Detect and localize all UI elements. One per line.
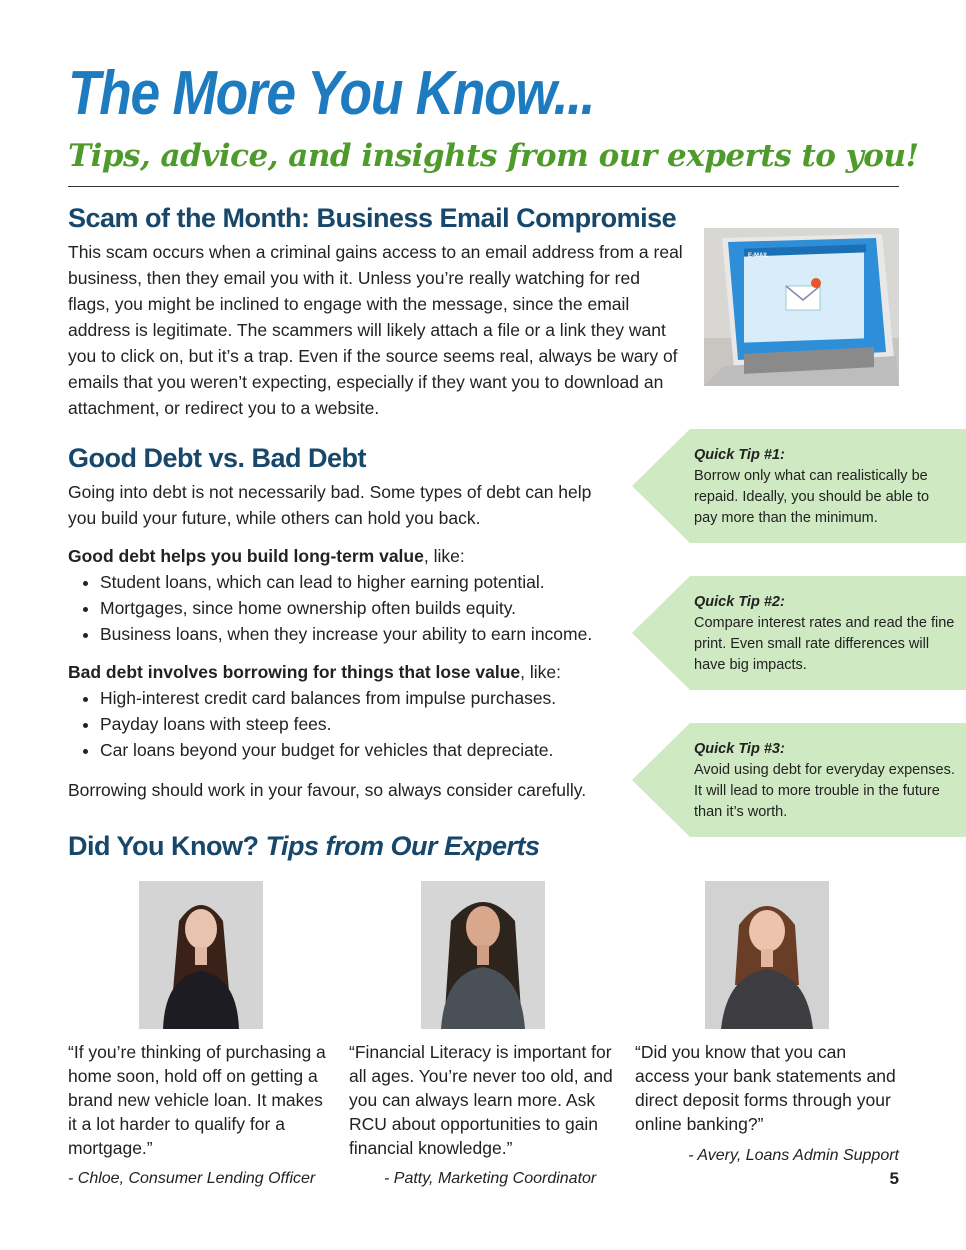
list-item: • Mortgages, since home ownership often builds equity. (100, 595, 628, 621)
scam-body (68, 239, 686, 421)
list-item: • Business loans, when they increase your ability to earn income. (100, 621, 628, 647)
scam-text: This scam occurs when a criminal gains access to an email address from a real business, then they email you with it. Unless you’re really watching for red flags, you might be inclined to engage with the message, since the email address is legitimate. The scammers will likely attach a file or a link they want you to click on, but it’s a trap. Even if the source seems real, always be wary of emails that you weren’t expecting, especially if they want you to download an attachment, or redirect you to a website. (68, 242, 683, 418)
quick-tip-text: Borrow only what can realistically be repaid. Ideally, you should be able to pay more than the minimum. (694, 468, 930, 526)
expert-photo-chloe (139, 881, 263, 1029)
expert-quote-patty: “Financial Literacy is important for all ages. You’re never too old, and you can always learn more. Ask RCU about opportunities to gain financial knowledge.” (349, 1042, 613, 1158)
debt-closing-block (68, 777, 628, 803)
good-debt-lead-rest: , like: (423, 546, 465, 566)
bad-debt-lead (68, 659, 628, 685)
expert-attribution-patty: - Patty, Marketing Coordinator (384, 1170, 597, 1187)
good-debt-block (68, 543, 628, 647)
debt-closing: Borrowing should work in your favour, so always consider carefully. (68, 780, 587, 800)
laptop-email-image-label: E-MAIL (748, 253, 769, 259)
expert-photo-patty (421, 881, 545, 1029)
good-debt-lead-bold: Good debt helps you build long-term value (68, 546, 424, 566)
page-number: 5 (889, 1169, 899, 1188)
experts-heading-plain: Did You Know? (68, 831, 259, 861)
good-debt-list (68, 569, 628, 647)
bad-debt-list (68, 685, 628, 763)
quick-tip-2 (632, 576, 966, 690)
bad-debt-block (68, 659, 628, 763)
expert-quote-chloe: “If you’re thinking of purchasing a home soon, hold off on getting a brand new vehicle loan. It makes it a lot harder to qualify for a mortgage.” (68, 1042, 326, 1158)
expert-quote-avery: “Did you know that you can access your bank statements and direct deposit forms through your online banking?” (635, 1042, 896, 1134)
list-item: • Payday loans with steep fees. (100, 711, 628, 737)
debt-intro-block (68, 479, 613, 531)
quick-tip-text: Avoid using debt for everyday expenses. It will lead to more trouble in the future than it’s worth. (694, 762, 955, 820)
page-title: The More You Know... (68, 59, 595, 128)
bad-debt-lead-rest: , like: (520, 662, 561, 682)
scam-heading: Scam of the Month: Business Email Compromise (68, 203, 677, 233)
quick-tip-title: Quick Tip #3: (694, 741, 785, 757)
quick-tip-title: Quick Tip #2: (694, 594, 785, 610)
header-divider (68, 186, 899, 187)
debt-heading: Good Debt vs. Bad Debt (68, 443, 367, 473)
quick-tip-1 (632, 429, 966, 543)
expert-photo-avery (705, 881, 829, 1029)
bad-debt-lead-bold: Bad debt involves borrowing for things that lose value (68, 662, 521, 682)
quick-tip-text: Compare interest rates and read the fine print. Even small rate differences will have big impacts. (694, 615, 955, 673)
laptop-email-image (704, 228, 899, 386)
debt-intro: Going into debt is not necessarily bad. Some types of debt can help you build your future, while others can hold you back. (68, 482, 592, 528)
page-subtitle: Tips, advice, and insights from our experts to you! (68, 138, 919, 174)
expert-attribution-chloe: - Chloe, Consumer Lending Officer (68, 1170, 316, 1187)
quick-tip-title: Quick Tip #1: (694, 447, 785, 463)
list-item: • High-interest credit card balances from impulse purchases. (100, 685, 628, 711)
experts-heading-italic: Tips from Our Experts (265, 831, 540, 861)
good-debt-lead (68, 543, 628, 569)
experts-heading (68, 831, 540, 862)
list-item: • Student loans, which can lead to higher earning potential. (100, 569, 628, 595)
list-item: • Car loans beyond your budget for vehicles that depreciate. (100, 737, 628, 763)
expert-attribution-avery: - Avery, Loans Admin Support (688, 1147, 899, 1164)
quick-tip-3 (632, 723, 966, 837)
